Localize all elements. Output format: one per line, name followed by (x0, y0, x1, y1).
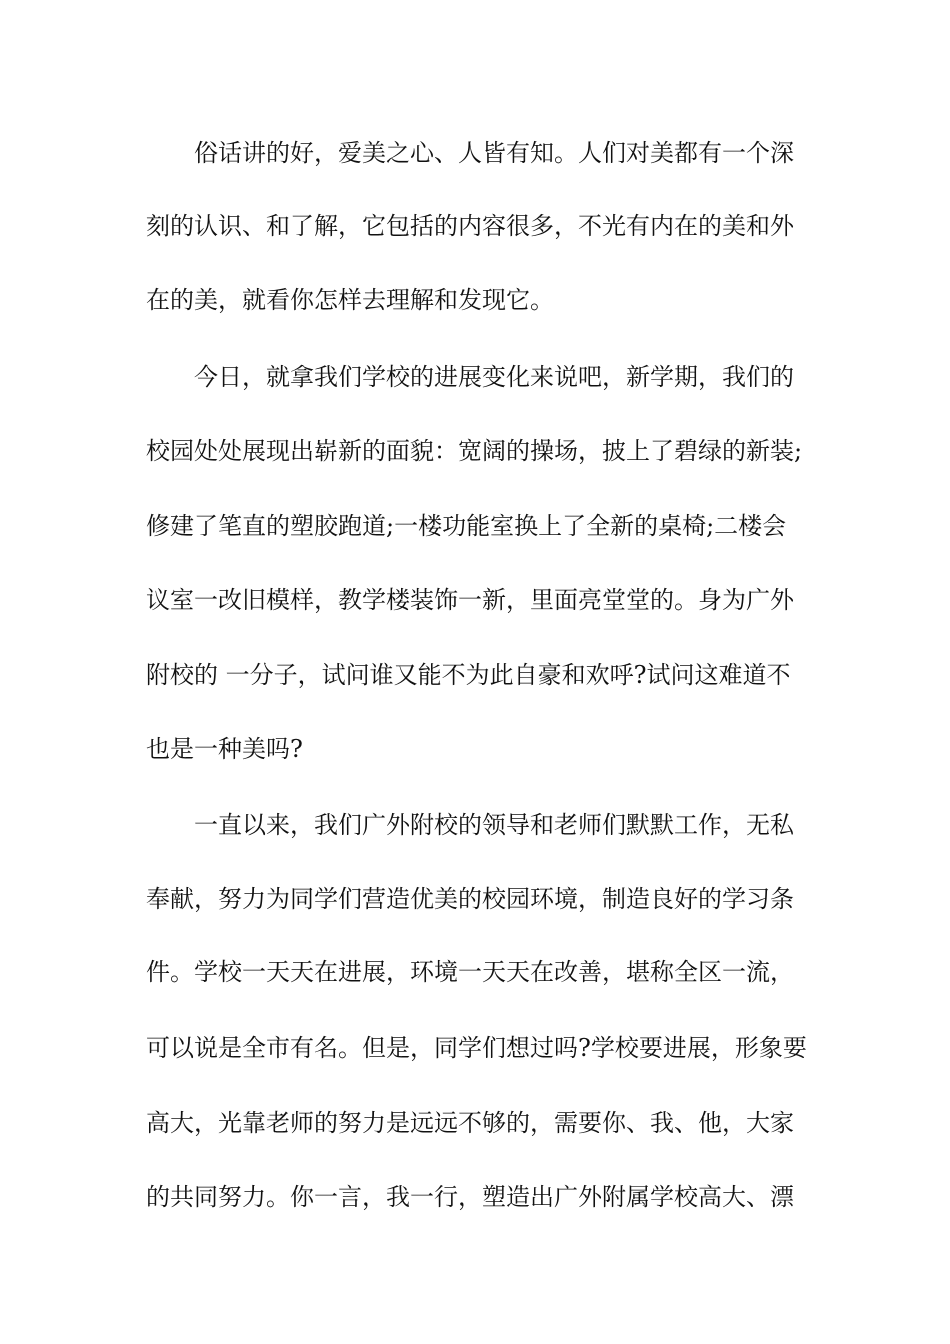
paragraph-3-line-4: 可以说是全市有名。但是，同学们想过吗?学校要进展，形象要 (146, 1034, 807, 1062)
paragraph-3-line-5: 高大，光靠老师的努力是远远不够的，需要你、我、他，大家 (146, 1109, 794, 1137)
paragraph-2-line-6: 也是一种美吗? (146, 735, 303, 763)
paragraph-3-line-6: 的共同努力。你一言，我一行，塑造出广外附属学校高大、漂 (146, 1183, 794, 1211)
paragraph-3-line-1: 一直以来，我们广外附校的领导和老师们默默工作，无私 (194, 811, 794, 839)
paragraph-3-line-2: 奉献，努力为同学们营造优美的校园环境，制造良好的学习条 (146, 885, 794, 913)
paragraph-2-line-2: 校园处处展现出崭新的面貌：宽阔的操场，披上了碧绿的新装; (146, 437, 803, 465)
paragraph-1-line-1: 俗话讲的好，爱美之心、人皆有知。人们对美都有一个深 (194, 139, 794, 167)
paragraph-2-line-3: 修建了笔直的塑胶跑道;一楼功能室换上了全新的桌椅;二楼会 (146, 512, 787, 540)
paragraph-2-line-5: 附校的 一分子，试问谁又能不为此自豪和欢呼?试问这难道不 (146, 661, 791, 689)
paragraph-1-line-3: 在的美，就看你怎样去理解和发现它。 (146, 286, 554, 314)
paragraph-2-line-4: 议室一改旧模样，教学楼装饰一新，里面亮堂堂的。身为广外 (146, 586, 794, 614)
paragraph-3-line-3: 件。学校一天天在进展，环境一天天在改善，堪称全区一流， (146, 958, 794, 986)
paragraph-1-line-2: 刻的认识、和了解，它包括的内容很多，不光有内在的美和外 (146, 212, 794, 240)
paragraph-2-line-1: 今日，就拿我们学校的进展变化来说吧，新学期，我们的 (194, 363, 794, 391)
